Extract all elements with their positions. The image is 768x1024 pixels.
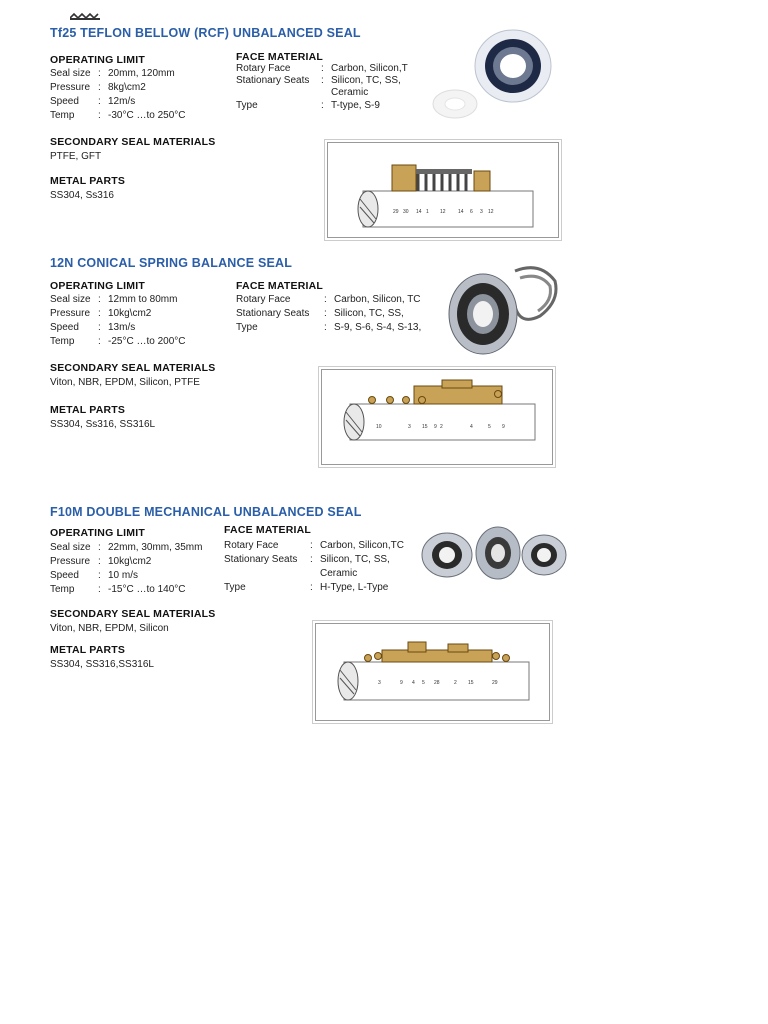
diagram-label: 15 [422,424,428,430]
section-2-operating-list [50,293,185,349]
section-1-metal-heading: METAL PARTS [50,175,126,187]
diagram-label: 30 [403,209,409,215]
section-3-secondary-heading: SECONDARY SEAL MATERIALS [50,608,216,620]
diagram-label: 28 [434,680,440,686]
diagram-label: 1 [426,209,429,215]
diagram-label: 3 [480,209,483,215]
section-2-product-image [445,256,560,358]
diagram-label: 3 [408,424,411,430]
section-1-secondary-value: PTFE, GFT [50,151,102,162]
section-3-metal-heading: METAL PARTS [50,644,126,656]
section-2-secondary-value: Viton, NBR, EPDM, Silicon, PTFE [50,377,200,388]
section-2-face-heading: FACE MATERIAL [236,280,323,292]
op-row-speed: Speed : 12m/s [50,96,136,107]
diagram-label: 9 [434,424,437,430]
op-row-pressure: Pressure : 10kg\cm2 [50,556,152,567]
face-row-rotary: Rotary Face : Carbon, Silicon,TC [224,540,404,551]
section-1-product-image [425,24,555,124]
diagram-label: 29 [393,209,399,215]
section-1-face-heading: FACE MATERIAL [236,51,323,63]
op-row-temp: Temp : -30°C …to 250°C [50,110,186,121]
section-3-product-image [412,522,577,584]
face-row-stationary: Stationary Seats : Silicon, TC, SS, [224,554,390,565]
section-1-metal-value: SS304, Ss316 [50,190,114,201]
op-row-temp: Temp : -25°C …to 200°C [50,336,186,347]
op-row-seal-size: Seal size : 20mm, 120mm [50,68,175,79]
section-3-metal-value: SS304, SS316,SS316L [50,659,154,670]
section-1-title: Tf25 TEFLON BELLOW (RCF) UNBALANCED SEAL [50,26,361,40]
section-1-diagram [327,142,559,238]
diagram-label: 4 [470,424,473,430]
face-row-stationary-cont: Ceramic [331,87,369,98]
diagram-label: 14 [416,209,422,215]
section-1-operating-list [50,67,185,123]
op-row-speed: Speed : 13m/s [50,322,136,333]
section-3-face-heading: FACE MATERIAL [224,524,311,536]
face-row-stationary: Stationary Seats : Silicon, TC, SS, [236,308,404,319]
diagram-label: 4 [412,680,415,686]
diagram-label: 10 [376,424,382,430]
section-3-title: F10M DOUBLE MECHANICAL UNBALANCED SEAL [50,505,362,519]
diagram-label: 9 [400,680,403,686]
diagram-label: 15 [468,680,474,686]
section-2-diagram [321,369,553,465]
section-2-secondary-heading: SECONDARY SEAL MATERIALS [50,362,216,374]
section-1-secondary-heading: SECONDARY SEAL MATERIALS [50,136,216,148]
diagram-label: 14 [458,209,464,215]
section-2-operating-heading: OPERATING LIMIT [50,280,145,292]
section-2-title: 12N CONICAL SPRING BALANCE SEAL [50,256,293,270]
section-1-operating-heading: OPERATING LIMIT [50,54,145,66]
brand-logo [70,12,100,20]
section-1-face-list [236,63,408,113]
op-row-speed: Speed : 10 m/s [50,570,139,581]
diagram-label: 2 [440,424,443,430]
op-row-seal-size: Seal size : 12mm to 80mm [50,294,178,305]
op-row-seal-size: Seal size : 22mm, 30mm, 35mm [50,542,203,553]
face-row-rotary: Rotary Face : Carbon, Silicon, TC [236,294,421,305]
section-3-face-list [224,539,404,595]
section-2-metal-heading: METAL PARTS [50,404,126,416]
section-3-diagram [315,623,550,721]
face-row-type: Type : H-Type, L-Type [224,582,389,593]
diagram-label: 2 [454,680,457,686]
op-row-pressure: Pressure : 10kg\cm2 [50,308,152,319]
diagram-label: 9 [502,424,505,430]
section-2-face-list [236,293,421,335]
face-row-rotary: Rotary Face : Carbon, Silicon,T [236,63,408,74]
op-row-pressure: Pressure : 8kg\cm2 [50,82,146,93]
diagram-label: 29 [492,680,498,686]
section-3-operating-heading: OPERATING LIMIT [50,527,145,539]
face-row-stationary-cont: Ceramic [320,568,358,579]
section-2-metal-value: SS304, Ss316, SS316L [50,419,156,430]
diagram-label: 5 [422,680,425,686]
diagram-label: 12 [488,209,494,215]
section-3-secondary-value: Viton, NBR, EPDM, Silicon [50,623,169,634]
face-row-type: Type : T-type, S-9 [236,100,380,111]
section-3-operating-list [50,541,202,597]
op-row-temp: Temp : -15°C …to 140°C [50,584,186,595]
face-row-type: Type : S-9, S-6, S-4, S-13, [236,322,422,333]
diagram-label: 12 [440,209,446,215]
face-row-stationary: Stationary Seats : Silicon, TC, SS, [236,75,401,86]
diagram-label: 3 [378,680,381,686]
diagram-label: 6 [470,209,473,215]
diagram-label: 5 [488,424,491,430]
